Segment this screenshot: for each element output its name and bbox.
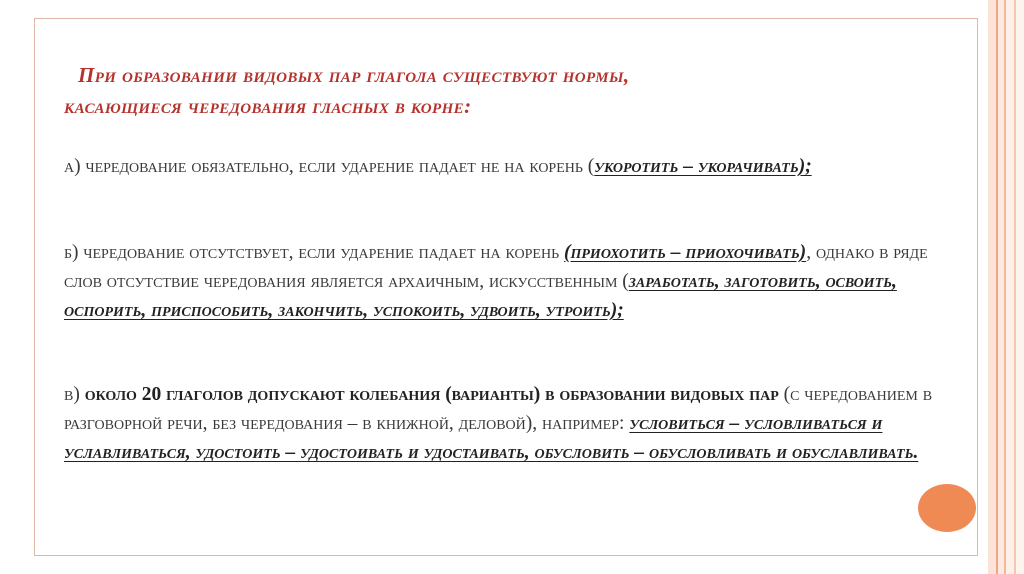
item-a xyxy=(64,152,944,181)
decorative-orb xyxy=(918,484,976,532)
item-c-example: условиться – условливаться и уславливаться, удостоить – удостоивать и удостаивать, обусловить – обусловливать и обуславливать. xyxy=(64,413,919,463)
item-c-bold: около 20 глаголов допускают колебания (варианты) в образовании видовых пар xyxy=(84,384,779,405)
item-c-middle: (с чередованием в разговорной речи, без чередования – в книжной, деловой), например: xyxy=(64,384,933,434)
decorative-stripes xyxy=(988,0,1024,574)
item-b xyxy=(64,238,944,325)
slide-title xyxy=(64,60,954,122)
item-b-middle: , однако в ряде слов отсутствие чередования является архаичным, искусственным ( xyxy=(64,242,928,292)
title-line-2: касающиеся чередования гласных в корне: xyxy=(64,94,472,118)
item-a-example: укоротить – укорачивать); xyxy=(594,156,812,177)
title-line-1: При образовании видовых пар глагола существуют нормы, xyxy=(78,63,630,87)
item-b-example-1: (приохотить – приохочивать) xyxy=(564,242,807,263)
item-c xyxy=(64,380,944,467)
item-b-example-2: заработать, заготовить, освоить, оспорить, приспособить, закончить, успокоить, удвоить, утроить); xyxy=(64,271,897,321)
item-b-text: б) чередование отсутствует, если ударение падает на корень xyxy=(64,242,564,263)
item-a-text: а) чередование обязательно, если ударение падает не на корень ( xyxy=(64,156,595,177)
item-c-prefix: в) xyxy=(64,384,85,405)
